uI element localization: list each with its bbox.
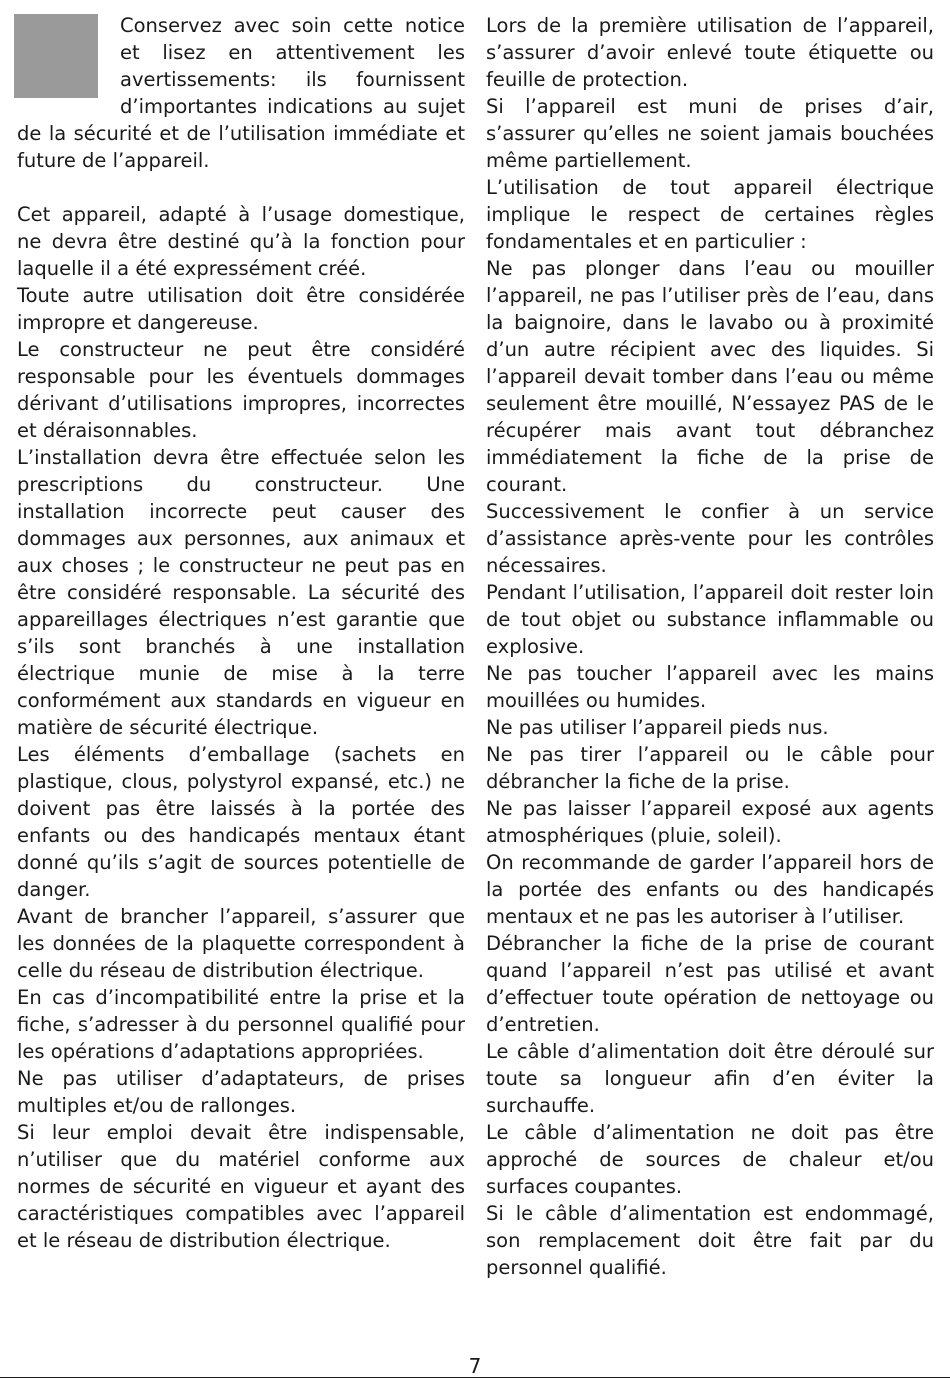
paragraph: Ne pas utiliser d’adaptateurs, de prises multiples et/ou de rallonges. — [17, 1067, 465, 1117]
paragraph: Le câble d’alimentation doit être déroulé sur toute sa longueur afin d’en éviter la surchauffe. — [486, 1040, 934, 1117]
paragraph: On recommande de garder l’appareil hors de la portée des enfants ou des handicapés mentaux et ne pas les autoriser à l’utiliser. — [486, 851, 934, 928]
paragraph: Débrancher la fiche de la prise de courant quand l’appareil n’est pas utilisé et avant d’effectuer toute opération de nettoyage ou d’entretien. — [486, 932, 934, 1036]
paragraph: Si leur emploi devait être indispensable, n’utiliser que du matériel conforme aux normes de sécurité en vigueur et ayant des caractéristiques compatibles avec l’appareil et le réseau de distribution électrique. — [17, 1121, 465, 1252]
gray-square-icon — [14, 14, 98, 98]
paragraph: Successivement le confier à un service d’assistance après-vente pour les contrôles nécessaires. — [486, 500, 934, 577]
paragraph: Ne pas plonger dans l’eau ou mouiller l’appareil, ne pas l’utiliser près de l’eau, dans la baignoire, dans le lavabo ou à proximité d’un autre récipient avec des liquides. Si l’appareil devait tomber dans l’eau ou même seulement être mouillé, N’essayez PAS de le récupérer mais avant tout débranchez immédiatement la fiche de la prise de courant. — [486, 257, 934, 496]
page-number: 7 — [468, 1354, 482, 1378]
paragraph: Toute autre utilisation doit être considérée impropre et dangereuse. — [17, 284, 465, 334]
paragraph: L’utilisation de tout appareil électrique implique le respect de certaines règles fondamentales et en particulier : — [486, 176, 934, 253]
paragraph: Si le câble d’alimentation est endommagé, son remplacement doit être fait par du personnel qualifié. — [486, 1202, 934, 1279]
paragraph: Le constructeur ne peut être considéré responsable pour les éventuels dommages dérivant d’utilisations impropres, incorrectes et déraisonnables. — [17, 338, 465, 442]
paragraph: Avant de brancher l’appareil, s’assurer que les données de la plaquette correspondent à celle du réseau de distribution électrique. — [17, 905, 465, 982]
paragraph: Lors de la première utilisation de l’appareil, s’assurer d’avoir enlevé toute étiquette ou feuille de protection. — [486, 14, 934, 91]
paragraph: Ne pas laisser l’appareil exposé aux agents atmosphériques (pluie, soleil). — [486, 797, 934, 847]
paragraph: Cet appareil, adapté à l’usage domestique, ne devra être destiné qu’à la fonction pour laquelle il a été expressément créé. — [17, 203, 465, 280]
paragraph: Pendant l’utilisation, l’appareil doit rester loin de tout objet ou substance inflammable ou explosive. — [486, 581, 934, 658]
paragraph: Ne pas toucher l’appareil avec les mains mouillées ou humides. — [486, 662, 934, 712]
paragraph: Ne pas utiliser l’appareil pieds nus. — [486, 716, 829, 739]
paragraph: L’installation devra être effectuée selon les prescriptions du constructeur. Une installation incorrecte peut causer des dommages aux personnes, aux animaux et aux choses ; le constructeur ne peut pas en être considéré responsable. La sécurité des appareillages électriques n’est garantie que s’ils sont branchés à une installation électrique munie de mise à la terre conformément aux standards en vigueur en matière de sécurité électrique. — [17, 446, 465, 739]
paragraph: Ne pas tirer l’appareil ou le câble pour débrancher la fiche de la prise. — [486, 743, 934, 793]
paragraph-spacer — [17, 174, 465, 201]
paragraph: Le câble d’alimentation ne doit pas être approché de sources de chaleur et/ou surfaces coupantes. — [486, 1121, 934, 1198]
paragraph: Les éléments d’emballage (sachets en plastique, clous, polystyrol expansé, etc.) ne doivent pas être laissés à la portée des enfants ou des handicapés mentaux étant donné qu’ils s’agit de sources potentielle de danger. — [17, 743, 465, 901]
paragraph: Si l’appareil est muni de prises d’air, s’assurer qu’elles ne soient jamais bouchées même partiellement. — [486, 95, 934, 172]
right-column — [486, 12, 934, 1281]
left-column — [17, 12, 465, 1254]
paragraph: En cas d’incompatibilité entre la prise et la fiche, s’adresser à du personnel qualifié pour les opérations d’adaptations appropriées. — [17, 986, 465, 1063]
intro-paragraph: Conservez avec soin cette notice et lisez en attentivement les avertissements: ils fournissent d’importantes indications au sujet de la sécurité et de l’utilisation immédiate et future de l’appareil. — [17, 14, 465, 172]
